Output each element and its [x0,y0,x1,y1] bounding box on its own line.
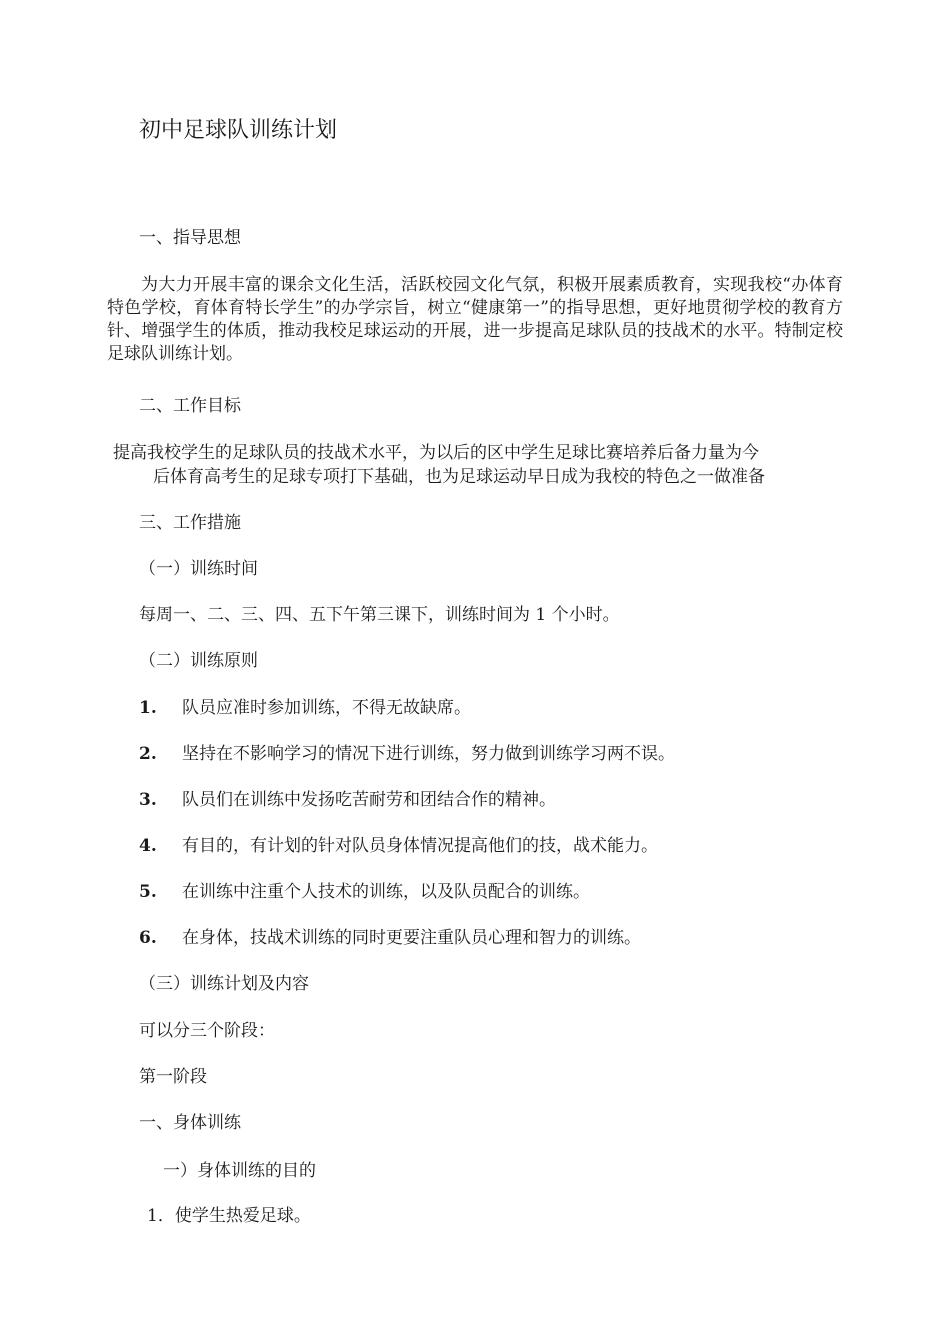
work-goals-line-1: 提高我校学生的足球队员的技战术水平，为以后的区中学生足球比赛培养后备力量为今 [113,443,759,463]
principle-item-4 [139,835,658,857]
physical-training-heading: 一、身体训练 [139,1113,241,1133]
subheading-training-plan: （三）训练计划及内容 [139,974,309,994]
section-heading-work-measures: 三、工作措施 [139,513,241,533]
principle-item-text: 队员应准时参加训练，不得无故缺席。 [182,698,471,718]
principle-item-text: 在训练中注重个人技术的训练，以及队员配合的训练。 [182,882,590,902]
principle-item-6 [139,927,641,949]
principle-item-text: 有目的，有计划的针对队员身体情况提高他们的技，战术能力。 [182,836,658,856]
principle-item-1 [139,697,471,719]
subheading-training-principles: （二）训练原则 [139,651,258,671]
principle-item-number: 3. [139,790,157,810]
principle-item-3 [139,789,556,811]
principle-item-number: 5. [139,882,157,902]
principle-item-text: 在身体，技战术训练的同时更要注重队员心理和智力的训练。 [182,928,641,948]
training-plan-intro: 可以分三个阶段： [139,1021,275,1041]
principle-item-text: 队员们在训练中发扬吃苦耐劳和团结合作的精神。 [182,790,556,810]
document-title: 初中足球队训练计划 [139,118,338,143]
section-heading-work-goals: 二、工作目标 [139,396,241,416]
principle-item-2 [139,743,675,765]
principle-item-number: 4. [139,836,157,856]
subheading-training-time: （一）训练时间 [139,559,258,579]
principle-item-text: 坚持在不影响学习的情况下进行训练，努力做到训练学习两不误。 [182,744,675,764]
stage-one-heading: 第一阶段 [139,1067,207,1087]
principle-item-number: 2. [139,744,157,764]
section-heading-guiding-ideology: 一、指导思想 [139,228,241,248]
physical-training-purpose-heading: 一）身体训练的目的 [163,1161,316,1181]
principle-item-5 [139,881,590,903]
training-time-text: 每周一、二、三、四、五下午第三课下，训练时间为 1 个小时。 [139,605,620,625]
principle-item-number: 6. [139,928,157,948]
purpose-point-1: 1．使学生热爱足球。 [147,1206,311,1226]
paragraph-work-goals [107,441,847,489]
principle-item-number: 1. [139,698,157,718]
work-goals-line-2: 后体育高考生的足球专项打下基础，也为足球运动早日成为我校的特色之一做准备 [153,467,765,487]
paragraph-guiding-ideology: 为大力开展丰富的课余文化生活，活跃校园文化气氛，积极开展素质教育，实现我校“办体育特色学校，育体育特长学生”的办学宗旨，树立“健康第一”的指导思想，更好地贯彻学校的教育方针、增强学生的体质，推动我校足球运动的开展，进一步提高足球队员的技战术的水平。特制定校足球队训练计划。 [107,275,843,364]
